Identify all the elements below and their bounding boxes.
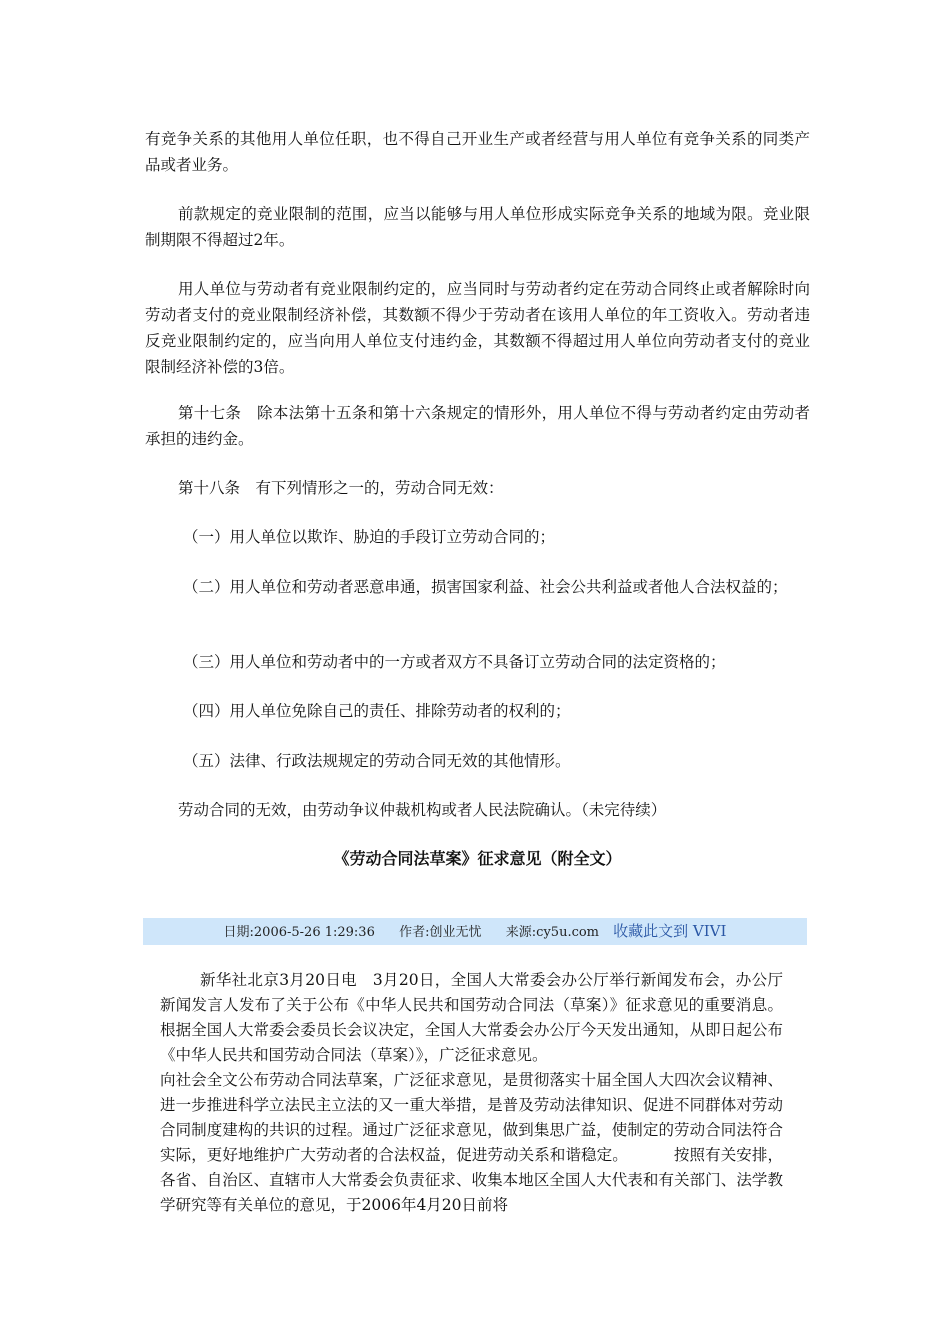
article-body: [160, 968, 783, 1218]
article-date: 日期:2006-5-26 1:29:36: [223, 925, 375, 940]
bookmark-link[interactable]: 收藏此文到 VIVI: [613, 922, 727, 940]
article-body-para-2: 向社会全文公布劳动合同法草案，广泛征求意见，是贯彻落实十届全国人大四次会议精神、进一步推进科学立法民主立法的又一重大举措，是普及劳动法律知识、促进不同群体对劳动合同制度建构的共识的过程。通过广泛征求意见，做到集思广益，使制定的劳动合同法符合实际，更好地维护广大劳动者的合法权益，促进劳动关系和谐稳定。: [160, 1071, 783, 1164]
article-source: 来源:cy5u.com: [505, 925, 600, 940]
list-item-2: （二）用人单位和劳动者恶意串通，损害国家利益、社会公共利益或者他人合法权益的；: [183, 578, 788, 596]
paragraph-invalidity-confirmation: 劳动合同的无效，由劳动争议仲裁机构或者人民法院确认。（未完待续）: [178, 801, 667, 819]
paragraph-noncompete-compensation: 用人单位与劳动者有竞业限制约定的，应当同时与劳动者约定在劳动合同终止或者解除时向劳动者支付的竞业限制经济补偿，其数额不得少于劳动者在该用人单位的年工资收入。劳动者违反竞业限制约定的，应当向用人单位支付违约金，其数额不得超过用人单位向劳动者支付的竞业限制经济补偿的3倍。: [145, 280, 810, 376]
list-item-4: （四）用人单位免除自己的责任、排除劳动者的权利的；: [183, 702, 571, 720]
paragraph-competition-scope: 有竞争关系的其他用人单位任职，也不得自己开业生产或者经营与用人单位有竞争关系的同类产品或者业务。: [145, 130, 810, 174]
paragraph-article-17: 第十七条 除本法第十五条和第十六条规定的情形外，用人单位不得与劳动者约定由劳动者承担的违约金。: [145, 404, 810, 448]
article-body-para-3: 按照有关安排，各省、自治区、直辖市人大常委会负责征求、收集本地区全国人大代表和有关部门、法学教学研究等有关单位的意见，于2006年4月20日前将: [160, 1146, 783, 1214]
article-body-para-1: 新华社北京3月20日电 3月20日，全国人大常委会办公厅举行新闻发布会，办公厅新闻发言人发布了关于公布《中华人民共和国劳动合同法（草案）》征求意见的重要消息。根据全国人大常委会委员长会议决定，全国人大常委会办公厅今天发出通知，从即日起公布《中华人民共和国劳动合同法（草案）》，广泛征求意见。: [160, 971, 783, 1064]
paragraph-article-18: 第十八条 有下列情形之一的，劳动合同无效：: [178, 479, 504, 497]
list-item-3: （三）用人单位和劳动者中的一方或者双方不具备订立劳动合同的法定资格的；: [183, 653, 726, 671]
paragraph-noncompete-region: 前款规定的竞业限制的范围，应当以能够与用人单位形成实际竞争关系的地域为限。竞业限制期限不得超过2年。: [145, 205, 810, 249]
list-item-5: （五）法律、行政法规规定的劳动合同无效的其他情形。: [183, 752, 571, 770]
article-author: 作者:创业无忧: [399, 925, 482, 940]
article-meta-bar: [143, 918, 807, 945]
list-item-1: （一）用人单位以欺诈、胁迫的手段订立劳动合同的；: [183, 528, 556, 546]
article-title: 《劳动合同法草案》征求意见（附全文）: [333, 849, 622, 868]
